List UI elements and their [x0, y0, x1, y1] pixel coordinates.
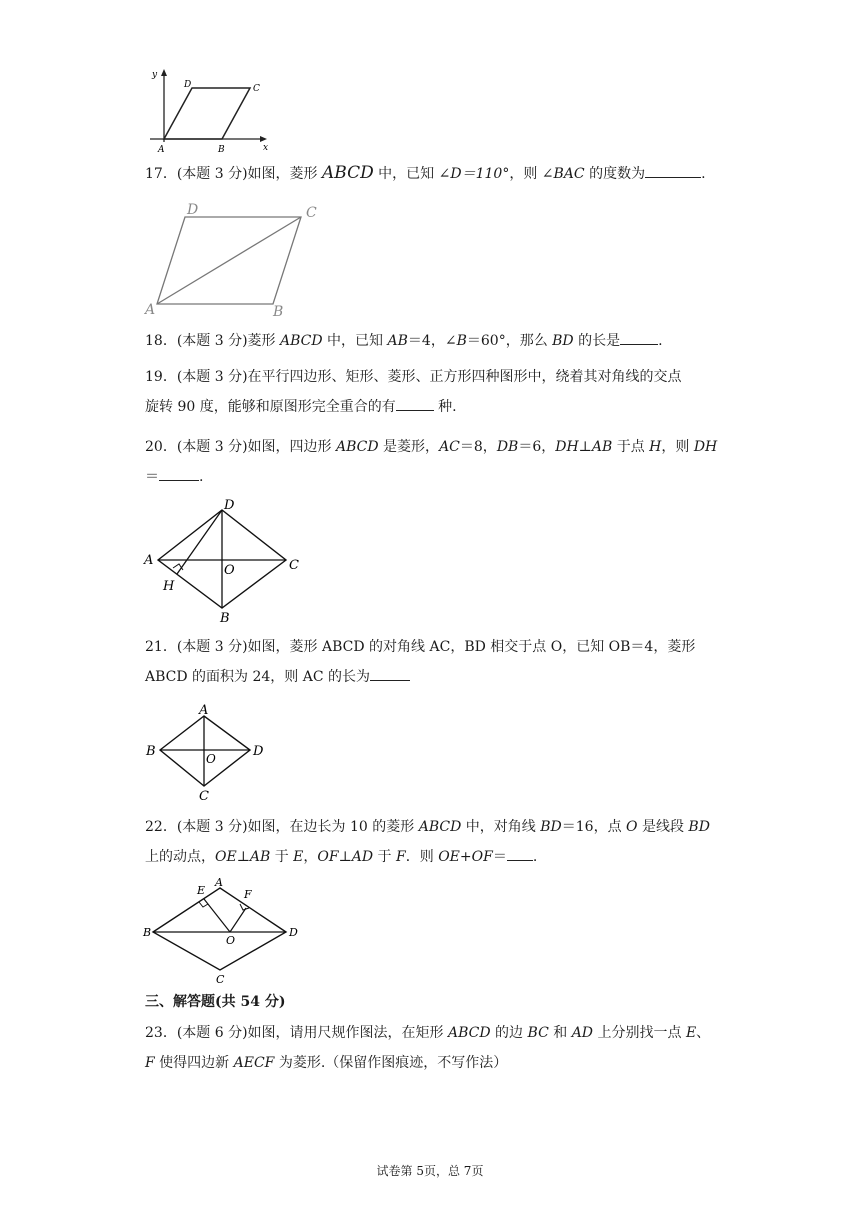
- q16-figure: [146, 66, 276, 154]
- label-d: D: [224, 498, 235, 513]
- question-22: 22．(本题 3 分)如图，在边长为 10 的菱形 ABCD 中，对角线 BD＝16，点 O 是线段 BD 上的动点，OE⊥AB 于 E，OF⊥AD 于 F．则 OE+OF＝ .: [145, 819, 710, 865]
- label-o: O: [224, 563, 235, 578]
- question-17: 17．(本题 3 分)如图，菱形 ABCD 中，已知 ∠D＝110°，则 ∠BAC 的度数为 .: [145, 163, 706, 183]
- q22-figure: [142, 874, 312, 986]
- page-footer: 试卷第 5页，总 7页: [376, 1164, 484, 1178]
- label-f: F: [244, 888, 252, 901]
- question-20: 20．(本题 3 分)如图，四边形 ABCD 是菱形，AC＝8，DB＝6，DH⊥AB 于点 H，则 DH ＝ .: [145, 439, 718, 485]
- answer-blank-19[interactable]: [396, 394, 434, 411]
- rhombus-abcd: [153, 888, 286, 970]
- label-x: x: [263, 143, 269, 153]
- label-h: H: [163, 579, 175, 594]
- label-o: O: [206, 752, 216, 766]
- label-d: D: [187, 202, 199, 218]
- question-18: 18．(本题 3 分)菱形 ABCD 中，已知 AB＝4，∠B＝60°，那么 BD 的长是 .: [145, 326, 725, 356]
- y-axis-arrow: [161, 69, 167, 76]
- parallelogram-abcd: [164, 88, 250, 139]
- label-c: C: [306, 205, 317, 221]
- label-d: D: [184, 80, 192, 90]
- answer-blank-18[interactable]: [620, 328, 658, 345]
- label-b: B: [143, 926, 152, 939]
- segment-dh: [177, 510, 222, 574]
- answer-blank-20[interactable]: [159, 464, 199, 481]
- label-o: O: [226, 934, 236, 947]
- question-19: 19．(本题 3 分)在平行四边形、矩形、菱形、正方形四种图形中，绕着其对角线的交点 旋转 90 度，能够和原图形完全重合的有 种.: [145, 369, 682, 415]
- label-a: A: [145, 302, 156, 318]
- label-c: C: [289, 558, 299, 573]
- label-b: B: [218, 145, 225, 154]
- label-a: A: [215, 876, 223, 889]
- label-b: B: [146, 744, 156, 759]
- label-b: B: [220, 611, 230, 626]
- label-c: C: [216, 973, 225, 986]
- label-c: C: [199, 789, 209, 804]
- label-y: y: [152, 70, 158, 80]
- question-23: 23．(本题 6 分)如图，请用尺规作图法，在矩形 ABCD 的边 BC 和 AD 上分别找一点 E、 F 使得四边新 AECF 为菱形.（保留作图痕迹，不写作法）: [145, 1025, 711, 1071]
- label-d: D: [289, 926, 298, 939]
- q20-figure: [142, 494, 312, 626]
- label-a: A: [199, 703, 209, 718]
- segment-of: [230, 908, 246, 932]
- answer-blank-21[interactable]: [370, 664, 410, 681]
- q21-figure: [144, 700, 274, 804]
- rhombus-abcd: [160, 716, 250, 786]
- right-angle-mark: [173, 564, 183, 570]
- diagonal-ac: [157, 217, 301, 304]
- label-a: A: [158, 145, 165, 154]
- x-axis-arrow: [260, 136, 267, 142]
- label-c: C: [253, 84, 260, 94]
- label-d: D: [253, 744, 264, 759]
- question-21: 21．(本题 3 分)如图，菱形 ABCD 的对角线 AC，BD 相交于点 O，已知 OB＝4，菱形 ABCD 的面积为 24，则 AC 的长为: [145, 639, 696, 685]
- answer-blank-17[interactable]: [645, 161, 701, 178]
- label-b: B: [273, 304, 284, 320]
- q17-figure: [143, 200, 333, 320]
- label-a: A: [144, 553, 154, 568]
- answer-blank-22[interactable]: [507, 844, 533, 861]
- section-title: 三、解答题(共 54 分): [145, 994, 286, 1010]
- label-e: E: [197, 884, 206, 897]
